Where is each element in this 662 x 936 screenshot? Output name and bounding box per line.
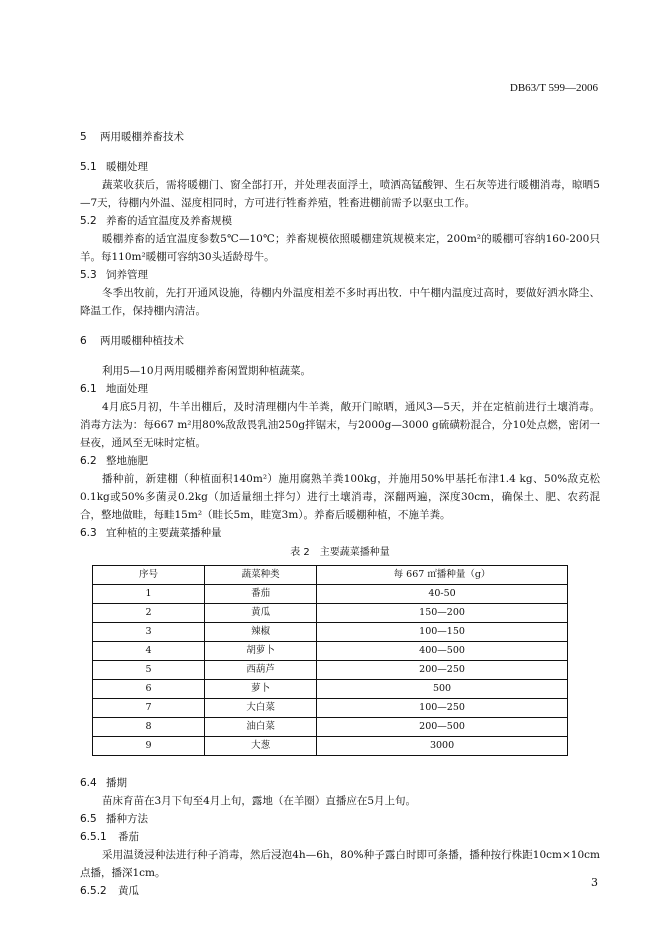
table-cell: 2 <box>93 604 205 623</box>
table-cell: 500 <box>317 680 568 699</box>
table-cell: 150—200 <box>317 604 568 623</box>
paragraph: 利用5—10月两用暖棚养畜闲置期种植蔬菜。 <box>102 365 312 377</box>
subsection-title: 养畜的适宜温度及养畜规模 <box>106 215 232 227</box>
table-cell: 辣椒 <box>205 623 317 642</box>
table-cell: 200—500 <box>317 718 568 737</box>
table-cell: 番茄 <box>205 585 317 604</box>
table-cell: 7 <box>93 699 205 718</box>
table-cell: 油白菜 <box>205 718 317 737</box>
section-heading <box>80 128 600 146</box>
table-cell: 100—250 <box>317 699 568 718</box>
subsection-number: 5.3 <box>80 269 97 281</box>
table-header-row <box>93 566 568 585</box>
subsection-number: 6.4 <box>80 777 97 789</box>
section-title: 两用暖棚种植技术 <box>100 335 184 347</box>
table-row <box>93 699 568 718</box>
paragraph: 4月底5月初，牛羊出棚后，及时清理棚内牛羊粪，敞开门晾晒，通风3—5天，并在定植前进行土壤消毒。 消毒方法为：每667 m²用80%敌敌畏乳油250g拌锯末，与2000g—3000 g硫磺粉混合，分10处点燃，密闭一昼夜，通风至无味时定植。 <box>80 401 600 449</box>
section-title: 两用暖棚养畜技术 <box>100 131 184 143</box>
table-row <box>93 623 568 642</box>
table-cell: 9 <box>93 737 205 756</box>
paragraph: 蔬菜收获后，需将暖棚门、窗全部打开，并处理表面浮土，喷洒高锰酸钾、生石灰等进行暖棚消毒，晾晒5—7天，待棚内外温、湿度相同时，方可进行牲畜养殖，牲畜进棚前需予以驱虫工作。 <box>80 179 600 209</box>
seeding-rate-table <box>92 565 568 756</box>
subsection-heading <box>80 266 600 284</box>
paragraph: 苗床育苗在3月下旬至4月上旬，露地（在羊圈）直播应在5月上旬。 <box>102 795 417 807</box>
subsection-title: 整地施肥 <box>106 455 148 467</box>
table-row <box>93 585 568 604</box>
subsubsection-number: 6.5.2 <box>80 885 107 897</box>
table-header-cell: 蔬菜种类 <box>205 566 317 585</box>
table-cell: 黄瓜 <box>205 604 317 623</box>
subsection-title: 饲养管理 <box>106 269 148 281</box>
table-cell: 大白菜 <box>205 699 317 718</box>
subsubsection-number: 6.5.1 <box>80 831 107 843</box>
table-row <box>93 642 568 661</box>
subsection-number: 5.2 <box>80 215 97 227</box>
section-number: 5 <box>80 131 87 143</box>
table-cell: 1 <box>93 585 205 604</box>
subsection-heading <box>80 524 600 542</box>
table-cell: 100—150 <box>317 623 568 642</box>
table-cell: 400—500 <box>317 642 568 661</box>
table-cell: 西葫芦 <box>205 661 317 680</box>
subsection-title: 播期 <box>106 777 127 789</box>
subsection-title: 暖棚处理 <box>106 161 148 173</box>
table-row <box>93 718 568 737</box>
document-code: DB63/T 599—2006 <box>509 82 598 94</box>
table-cell: 大葱 <box>205 737 317 756</box>
subsection-title: 播种方法 <box>106 813 148 825</box>
table-cell: 4 <box>93 642 205 661</box>
subsection-heading <box>80 380 600 398</box>
subsubsection-title: 黄瓜 <box>118 885 139 897</box>
paragraph: 暖棚养畜的适宜温度参数5℃—10℃；养畜规模依照暖棚建筑规模来定，200m²的暖棚可容纳160-200只羊。每110m²暖棚可容纳30头适龄母牛。 <box>80 233 600 263</box>
table-cell: 6 <box>93 680 205 699</box>
paragraph: 采用温烫浸种法进行种子消毒，然后浸泡4h—6h，80%种子露白时即可条播，播种按行株距10cm×10cm点播，播深1cm。 <box>80 849 600 879</box>
subsection-heading <box>80 158 600 176</box>
subsubsection-title: 番茄 <box>118 831 139 843</box>
table-row <box>93 737 568 756</box>
subsubsection-heading <box>80 828 600 846</box>
paragraph: 冬季出牧前，先打开通风设施，待棚内外温度相差不多时再出牧．中午棚内温度过高时，要做好洒水降尘、降温工作，保持棚内清洁。 <box>80 287 600 317</box>
table-cell: 5 <box>93 661 205 680</box>
table-header-cell: 每 667 ㎡播种量（g） <box>317 566 568 585</box>
table-cell: 40-50 <box>317 585 568 604</box>
subsection-number: 6.3 <box>80 527 97 539</box>
subsection-number: 6.2 <box>80 455 97 467</box>
table-cell: 3000 <box>317 737 568 756</box>
subsection-title: 地面处理 <box>106 383 148 395</box>
table-cell: 胡萝卜 <box>205 642 317 661</box>
section-heading <box>80 332 600 350</box>
table-cell: 萝卜 <box>205 680 317 699</box>
table-cell: 8 <box>93 718 205 737</box>
table-caption: 表 2 主要蔬菜播种量 <box>290 547 390 558</box>
table-row <box>93 604 568 623</box>
table-cell: 200—250 <box>317 661 568 680</box>
subsection-number: 6.5 <box>80 813 97 825</box>
subsection-number: 5.1 <box>80 161 97 173</box>
subsection-number: 6.1 <box>80 383 97 395</box>
paragraph: 播种前，新建棚（种植面积140m²）施用腐熟羊粪100kg，并施用50%甲基托布津1.4 kg、50%敌克松0.1kg或50%多菌灵0.2kg（加适量细土拌匀）进行土壤消毒，深翻两遍，深度30cm，确保土、肥、农药混合，整地做畦，每畦15m²（畦长5m，畦宽3m）。养畜后暖棚种植，不施羊粪。 <box>80 473 600 521</box>
subsubsection-heading <box>80 882 600 900</box>
section-number: 6 <box>80 335 87 347</box>
table-cell: 3 <box>93 623 205 642</box>
subsection-heading <box>80 810 600 828</box>
table-row <box>93 680 568 699</box>
page-number: 3 <box>591 876 598 889</box>
subsection-heading <box>80 774 600 792</box>
subsection-title: 宜种植的主要蔬菜播种量 <box>106 527 222 539</box>
table-row <box>93 661 568 680</box>
table-header-cell: 序号 <box>93 566 205 585</box>
subsection-heading <box>80 452 600 470</box>
document-body <box>80 128 600 900</box>
subsection-heading <box>80 212 600 230</box>
